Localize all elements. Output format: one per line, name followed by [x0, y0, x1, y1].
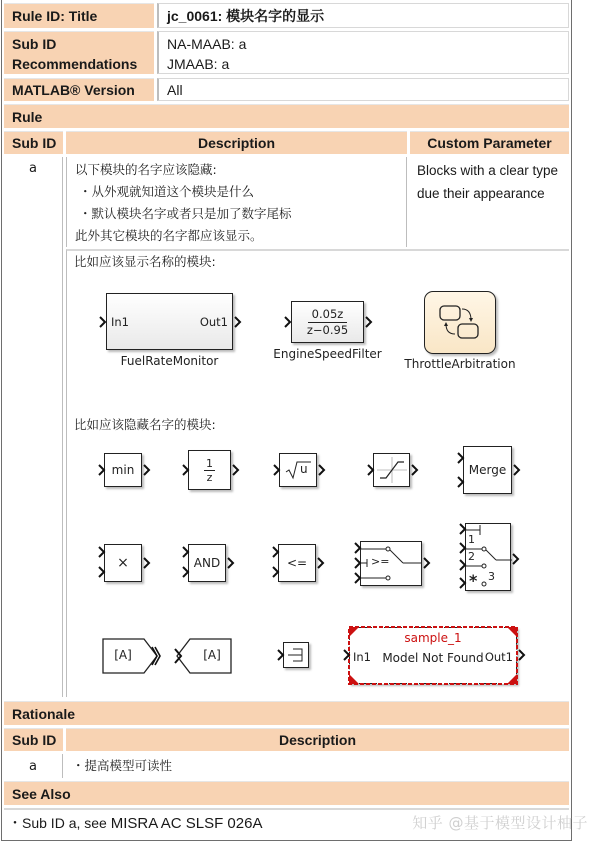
input-port-arrow-icon [459, 577, 467, 589]
sub-id-label-line1: Sub ID [12, 36, 57, 52]
input-port-arrow-icon [98, 464, 106, 476]
goto-tag-label: [A] [114, 648, 132, 662]
na-maab-value: NA-MAAB: a [167, 36, 247, 52]
input-port-arrow-icon [457, 476, 465, 488]
mport-label-3: 3 [488, 570, 495, 583]
output-port-arrow-icon [143, 464, 151, 476]
rationale-sub-id-cell: a [4, 754, 63, 778]
input-port-arrow-icon [367, 464, 375, 476]
tf-numerator: 0.05z [308, 307, 348, 323]
rationale-col-description: Description [66, 728, 569, 751]
rationale-description-cell: ・提高模型可读性 [72, 758, 173, 773]
saturation-block[interactable] [373, 453, 410, 487]
rule-col-sub-id: Sub ID [4, 131, 63, 154]
see-also-reference: MISRA AC SLSF 026A [110, 815, 263, 832]
input-port-arrow-icon [182, 464, 190, 476]
sqrt-block[interactable] [279, 453, 317, 487]
desc-line-3: ・默认模块名字或者只是加了数字尾标 [79, 206, 292, 221]
output-port-arrow-icon [423, 557, 431, 569]
input-port-arrow-icon [272, 546, 280, 558]
matlab-version-label: MATLAB® Version [4, 78, 154, 101]
in1-port-label: In1 [111, 314, 129, 329]
input-port-arrow-icon [354, 557, 362, 569]
input-port-arrow-icon [277, 649, 285, 661]
output-port-arrow-icon [232, 464, 240, 476]
desc-line-4: 此外其它模块的名字都应该显示。 [75, 228, 263, 243]
throttle-arbitration-chart-block[interactable] [424, 291, 496, 354]
from-tag-label: [A] [203, 648, 221, 662]
input-port-arrow-icon [459, 523, 467, 535]
sub-id-label-line2: Recommendations [12, 56, 138, 72]
input-port-arrow-icon [459, 559, 467, 571]
logical-operator-block[interactable]: AND [188, 544, 226, 582]
mport-label-default: * [469, 571, 478, 590]
unit-delay-denominator: z [206, 470, 213, 484]
input-port-arrow-icon [98, 546, 106, 558]
rule-custom-parameter-cell [410, 157, 569, 247]
output-port-arrow-icon [365, 316, 373, 328]
input-port-arrow-icon [273, 464, 281, 476]
output-port-arrow-icon [411, 464, 419, 476]
output-port-arrow-icon [518, 649, 526, 661]
fuel-rate-monitor-block[interactable] [106, 293, 233, 350]
hide-name-heading: 比如应该隐藏名字的模块: [74, 417, 216, 432]
input-port-arrow-icon [98, 566, 106, 578]
input-port-arrow-icon [354, 572, 362, 584]
see-also-prefix: ・Sub ID a, see [8, 815, 111, 831]
input-port-arrow-icon [343, 649, 351, 661]
product-block[interactable]: × [104, 544, 142, 582]
switch-criteria-label: >= [371, 555, 390, 568]
sub-id-recommendations-label [4, 31, 154, 74]
watermark: 知乎 @基于模型设计柚子 [412, 814, 588, 832]
engine-speed-filter-name: EngineSpeedFilter [273, 347, 382, 361]
bus-block[interactable] [283, 642, 309, 668]
model-reference-block[interactable] [349, 627, 517, 684]
throttle-arbitration-name: ThrottleArbitration [404, 357, 516, 371]
switch-block[interactable] [360, 541, 422, 586]
desc-line-2: ・从外观就知道这个模块是什么 [79, 184, 255, 199]
tf-denominator: z−0.95 [306, 322, 349, 337]
engine-speed-filter-block[interactable] [291, 301, 364, 343]
input-port-arrow-icon [99, 316, 107, 328]
rule-id-value: jc_0061: 模块名字的显示 [157, 3, 569, 28]
rule-col-custom-parameter: Custom Parameter [410, 131, 569, 154]
output-port-arrow-icon [512, 553, 520, 565]
rule-sub-id-cell: a [4, 157, 63, 697]
model-ref-in-port: In1 [353, 650, 371, 664]
switch-icon [361, 542, 421, 585]
see-also-section-title: See Also [4, 781, 569, 805]
input-port-arrow-icon [272, 566, 280, 578]
sqrt-operand: u [300, 462, 308, 476]
merge-block[interactable]: Merge [463, 446, 512, 494]
rule-col-description: Description [66, 131, 407, 154]
output-port-arrow-icon [234, 316, 242, 328]
matlab-version-value: All [157, 78, 569, 101]
saturation-icon [377, 457, 407, 483]
rationale-col-sub-id: Sub ID [4, 728, 63, 751]
output-port-arrow-icon [143, 557, 151, 569]
goto-double-arrow-icon [151, 646, 161, 666]
sub-id-recommendations-value [157, 31, 569, 74]
unit-delay-block[interactable] [188, 450, 231, 490]
mport-label-2: 2 [468, 550, 475, 563]
rule-description-cell [66, 157, 407, 247]
input-port-arrow-icon [459, 542, 467, 554]
jmaab-value: JMAAB: a [167, 56, 230, 72]
output-port-arrow-icon [227, 557, 235, 569]
custom-param-line-2: due their appearance [417, 186, 545, 201]
multiport-switch-block[interactable] [465, 523, 511, 591]
output-port-arrow-icon [317, 557, 325, 569]
model-ref-out-port: Out1 [484, 650, 513, 664]
output-port-arrow-icon [318, 464, 326, 476]
custom-param-line-1: Blocks with a clear type [417, 163, 559, 178]
input-port-arrow-icon [354, 542, 362, 554]
input-port-arrow-icon [182, 546, 190, 558]
fuel-rate-monitor-name: FuelRateMonitor [120, 354, 219, 368]
stateflow-chart-icon [438, 304, 482, 342]
rationale-section-title: Rationale [4, 701, 569, 725]
model-ref-status: Model Not Found [382, 651, 484, 665]
bus-selector-icon [287, 647, 305, 663]
desc-line-1: 以下模块的名字应该隐藏: [75, 162, 217, 177]
model-ref-title: sample_1 [404, 631, 462, 645]
mport-label-1: 1 [468, 533, 475, 546]
rule-section-title: Rule [4, 104, 569, 128]
relational-operator-block[interactable]: <= [278, 544, 316, 582]
minmax-block[interactable]: min [104, 453, 142, 487]
output-port-arrow-icon [513, 464, 521, 476]
input-port-arrow-icon [457, 452, 465, 464]
rule-id-label: Rule ID: Title [4, 3, 154, 28]
input-port-arrow-icon [284, 316, 292, 328]
input-port-arrow-icon [182, 566, 190, 578]
unit-delay-numerator: 1 [206, 456, 213, 470]
show-name-heading: 比如应该显示名称的模块: [74, 254, 216, 269]
out1-port-label: Out1 [199, 314, 228, 329]
